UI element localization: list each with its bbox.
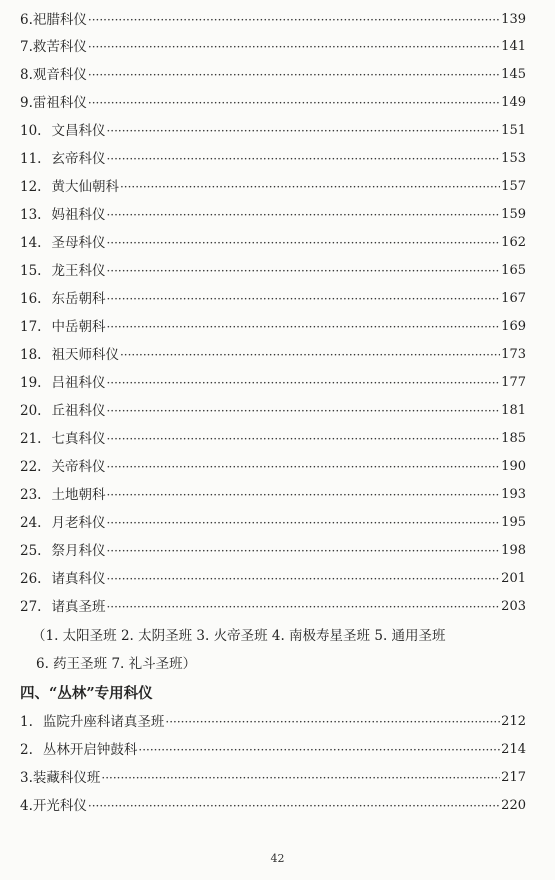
entry-page: 159 bbox=[501, 207, 526, 222]
entry-page: 141 bbox=[501, 39, 526, 54]
entry-number: 27. bbox=[20, 599, 42, 615]
entry-number: 21. bbox=[20, 431, 42, 447]
entry-page: 193 bbox=[501, 487, 526, 502]
leader-dots bbox=[106, 541, 500, 561]
leader-dots bbox=[106, 401, 500, 421]
toc-entry bbox=[20, 541, 526, 561]
entry-title: 东岳朝科 bbox=[51, 291, 106, 307]
toc-entry bbox=[20, 768, 526, 788]
entry-number: 13. bbox=[20, 207, 42, 223]
entry-title: 祀腊科仪 bbox=[32, 12, 87, 28]
leader-dots bbox=[106, 373, 500, 393]
entry-number: 17. bbox=[20, 319, 42, 335]
entry-title: 观音科仪 bbox=[32, 67, 87, 83]
entry-title: 丛林开启钟鼓科 bbox=[42, 742, 138, 758]
entry-number: 15. bbox=[20, 263, 42, 279]
entry-number: 3. bbox=[20, 770, 33, 786]
entry-page: 198 bbox=[501, 543, 526, 558]
entry-page: 153 bbox=[501, 151, 526, 166]
leader-dots bbox=[106, 205, 500, 225]
entry-page: 185 bbox=[501, 431, 526, 446]
entry-page: 139 bbox=[501, 12, 526, 27]
entry-number: 10. bbox=[20, 123, 42, 139]
leader-dots bbox=[106, 233, 500, 253]
entry-page: 212 bbox=[501, 714, 526, 729]
entry-number: 6. bbox=[20, 12, 33, 28]
entry-page: 181 bbox=[501, 403, 526, 418]
entry-page: 203 bbox=[501, 599, 526, 614]
sub-list-note-continued: 6. 药王圣班 7. 礼斗圣班） bbox=[36, 656, 197, 672]
entry-title: 祭月科仪 bbox=[51, 543, 106, 559]
leader-dots bbox=[106, 289, 500, 309]
toc-entry bbox=[20, 345, 526, 365]
toc-entry bbox=[20, 401, 526, 421]
entry-title: 文昌科仪 bbox=[51, 123, 106, 139]
toc-entry bbox=[20, 289, 526, 309]
entry-title: 黄大仙朝科 bbox=[51, 179, 119, 195]
entry-page: 214 bbox=[501, 742, 526, 757]
entry-title: 诸真圣班 bbox=[51, 599, 106, 615]
entry-page: 173 bbox=[501, 347, 526, 362]
entry-title: 丘祖科仪 bbox=[51, 403, 106, 419]
toc-entry bbox=[20, 712, 526, 732]
entry-page: 190 bbox=[501, 459, 526, 474]
leader-dots bbox=[106, 457, 500, 477]
entry-title: 土地朝科 bbox=[51, 487, 106, 503]
entry-number: 12. bbox=[20, 179, 42, 195]
toc-entry bbox=[20, 205, 526, 225]
entry-title: 祖天师科仪 bbox=[51, 347, 119, 363]
leader-dots bbox=[101, 768, 500, 788]
toc-entry bbox=[20, 121, 526, 141]
entry-title: 妈祖科仪 bbox=[51, 207, 106, 223]
entry-title: 龙王科仪 bbox=[51, 263, 106, 279]
entry-number: 19. bbox=[20, 375, 42, 391]
entry-number: 24. bbox=[20, 515, 42, 531]
leader-dots bbox=[138, 740, 500, 760]
entry-page: 157 bbox=[501, 179, 526, 194]
entry-title: 装藏科仪班 bbox=[32, 770, 101, 786]
toc-entry bbox=[20, 740, 526, 760]
entry-title: 七真科仪 bbox=[51, 431, 106, 447]
entry-number: 14. bbox=[20, 235, 42, 251]
entry-number: 7. bbox=[20, 39, 33, 55]
toc-entry bbox=[20, 796, 526, 816]
entry-title: 吕祖科仪 bbox=[51, 375, 106, 391]
leader-dots bbox=[88, 10, 500, 30]
entry-number: 26. bbox=[20, 571, 42, 587]
leader-dots bbox=[88, 65, 500, 85]
toc-entry bbox=[20, 149, 526, 169]
toc-entry bbox=[20, 93, 526, 113]
toc-entry bbox=[20, 597, 526, 617]
entry-page: 162 bbox=[501, 235, 526, 250]
toc-entry bbox=[20, 65, 526, 85]
entry-page: 149 bbox=[501, 95, 526, 110]
entry-page: 145 bbox=[501, 67, 526, 82]
leader-dots bbox=[106, 261, 500, 281]
toc-entry bbox=[20, 233, 526, 253]
leader-dots bbox=[106, 569, 500, 589]
leader-dots bbox=[106, 149, 500, 169]
entry-number: 4. bbox=[20, 798, 33, 814]
toc-entry bbox=[20, 485, 526, 505]
leader-dots bbox=[120, 345, 500, 365]
toc-entry bbox=[20, 177, 526, 197]
entry-page: 201 bbox=[501, 571, 526, 586]
leader-dots bbox=[88, 796, 500, 816]
entry-title: 圣母科仪 bbox=[51, 235, 106, 251]
entry-title: 中岳朝科 bbox=[51, 319, 106, 335]
entry-number: 18. bbox=[20, 347, 42, 363]
leader-dots bbox=[88, 93, 500, 113]
leader-dots bbox=[106, 513, 500, 533]
entry-number: 11. bbox=[20, 151, 42, 167]
leader-dots bbox=[106, 597, 500, 617]
section-heading: 四、“丛林”专用科仪 bbox=[20, 685, 153, 702]
entry-page: 167 bbox=[501, 291, 526, 306]
leader-dots bbox=[106, 121, 500, 141]
toc-entry bbox=[20, 569, 526, 589]
leader-dots bbox=[88, 37, 500, 57]
leader-dots bbox=[120, 177, 500, 197]
entry-title: 监院升座科诸真圣班 bbox=[42, 714, 165, 730]
entry-title: 诸真科仪 bbox=[51, 571, 106, 587]
entry-title: 玄帝科仪 bbox=[51, 151, 106, 167]
toc-entry bbox=[20, 317, 526, 337]
entry-page: 217 bbox=[501, 770, 526, 785]
entry-number: 2. bbox=[20, 742, 33, 758]
leader-dots bbox=[106, 429, 500, 449]
entry-page: 177 bbox=[501, 375, 526, 390]
entry-page: 220 bbox=[501, 798, 526, 813]
entry-page: 169 bbox=[501, 319, 526, 334]
leader-dots bbox=[106, 485, 500, 505]
entry-number: 22. bbox=[20, 459, 42, 475]
toc-entry bbox=[20, 37, 526, 57]
leader-dots bbox=[165, 712, 500, 732]
entry-title: 月老科仪 bbox=[51, 515, 106, 531]
entry-page: 195 bbox=[501, 515, 526, 530]
entry-title: 救苦科仪 bbox=[32, 39, 87, 55]
toc-entry bbox=[20, 10, 526, 30]
toc-entry bbox=[20, 373, 526, 393]
page-number: 42 bbox=[270, 852, 285, 865]
entry-number: 9. bbox=[20, 95, 33, 111]
toc-entry bbox=[20, 513, 526, 533]
leader-dots bbox=[106, 317, 500, 337]
toc-entry bbox=[20, 457, 526, 477]
entry-title: 雷祖科仪 bbox=[32, 95, 87, 111]
entry-title: 开光科仪 bbox=[32, 798, 87, 814]
entry-number: 25. bbox=[20, 543, 42, 559]
entry-title: 关帝科仪 bbox=[51, 459, 106, 475]
toc-entry bbox=[20, 261, 526, 281]
entry-number: 23. bbox=[20, 487, 42, 503]
sub-list-note: （1. 太阳圣班 2. 太阴圣班 3. 火帝圣班 4. 南极寿星圣班 5. 通用圣班 bbox=[32, 628, 446, 644]
entry-page: 151 bbox=[501, 123, 526, 138]
entry-page: 165 bbox=[501, 263, 526, 278]
entry-number: 16. bbox=[20, 291, 42, 307]
entry-number: 20. bbox=[20, 403, 42, 419]
toc-entry bbox=[20, 429, 526, 449]
entry-number: 1. bbox=[20, 714, 33, 730]
entry-number: 8. bbox=[20, 67, 33, 83]
